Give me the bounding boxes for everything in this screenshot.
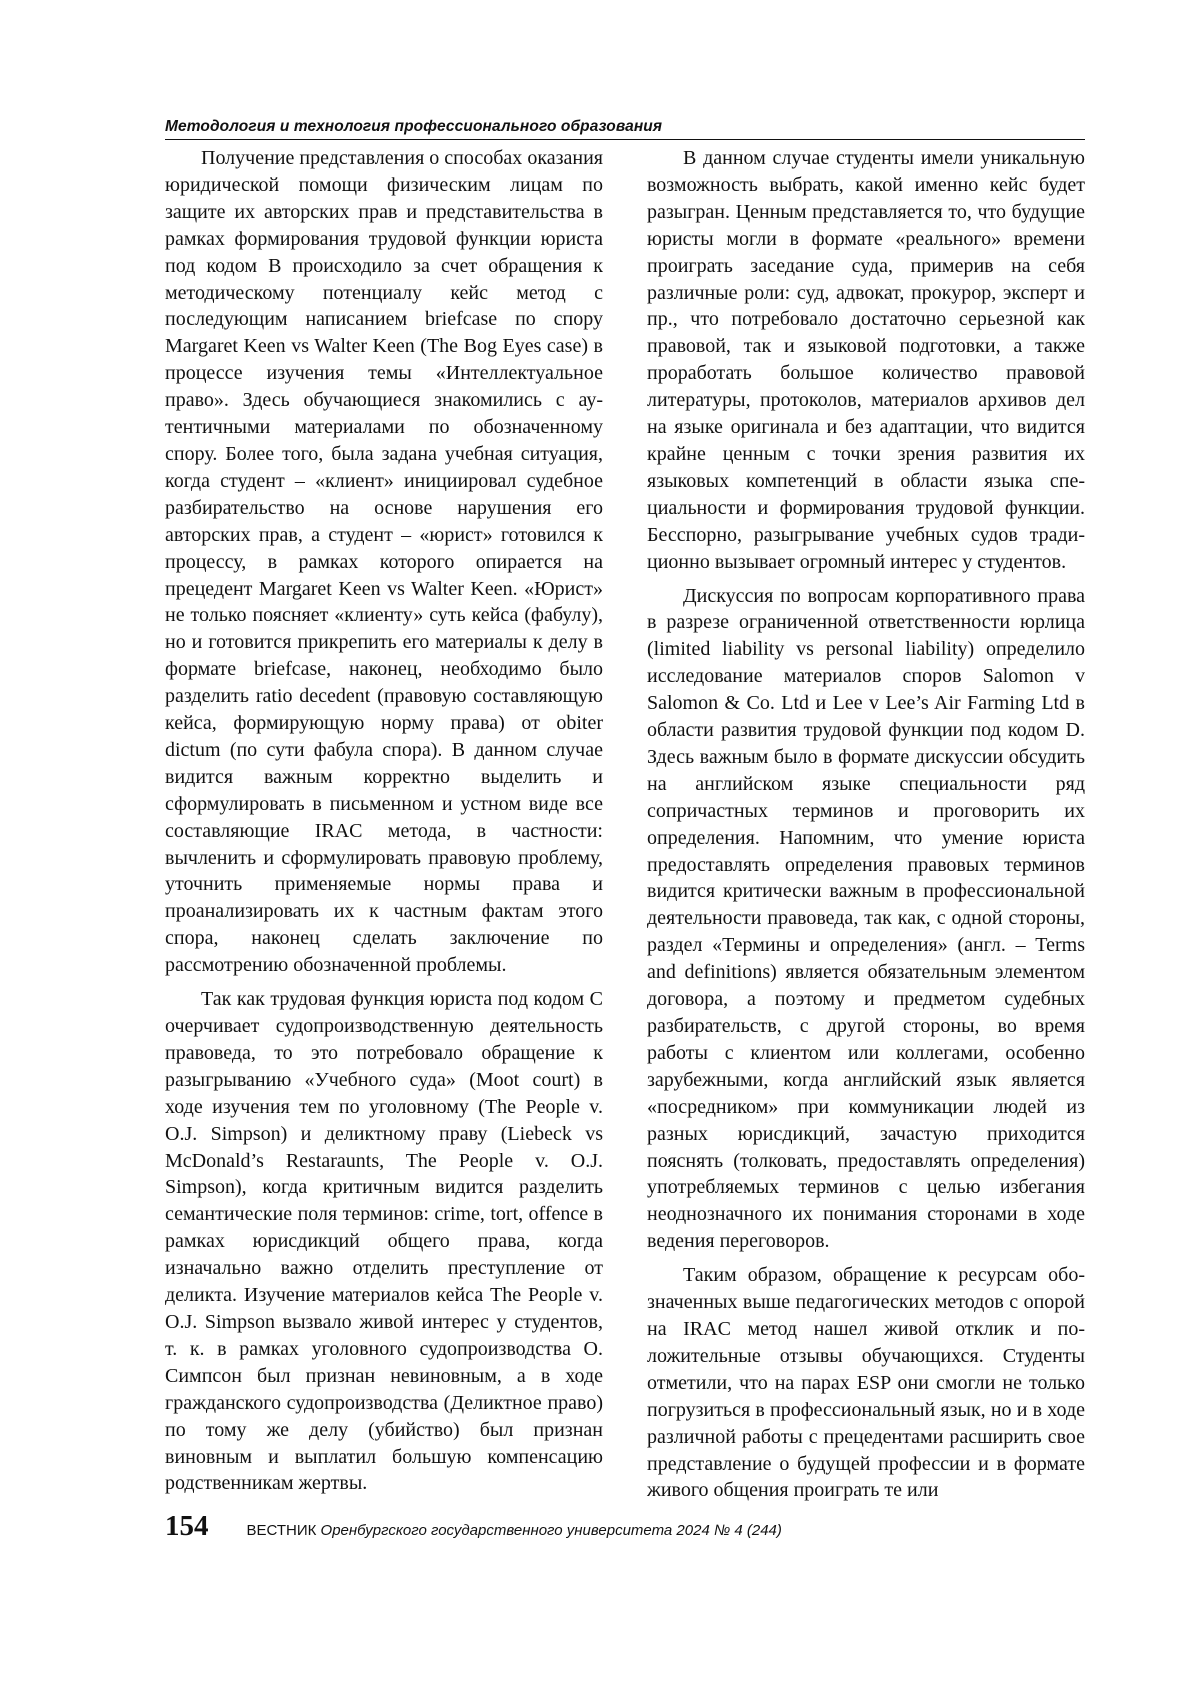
body-paragraph: В данном случае студенты имели уникальную возможность выбрать, какой именно кейс будет разыгран. Ценным представляется то, что будущие юристы могли в формате «реального» времени проиграть заседание суда, примерив на себя различные роли: суд, адвокат, прокурор, эксперт и пр., что потребовало достаточно серьезной как правовой, так и языковой подготовки, а также проработать большое количество правовой литературы, протоколов, материалов архивов дел на языке оригинала и без адаптации, что видится крайне ценным с точки зрения развития их языковых компетенций в области языка специальности и формирования трудовой функции. Бесспорно, разыгрывание учебных судов традиционно вызывает огромный интерес у студентов.	[647, 147, 1085, 573]
page-footer	[165, 1510, 1085, 1542]
body-paragraph: Таким образом, обращение к ресурсам обозначенных выше педагогических методов с опорой на IRAC метод нашел живой отклик и положительные отзывы обучающихся. Студенты отметили, что на парах ESP они смогли не только погрузиться в профессиональный язык, но и в ходе различной работы с прецедентами расширить свое представление о будущей профессии и в формате живого общения проиграть те или	[647, 1264, 1085, 1502]
left-column	[165, 145, 603, 1495]
journal-citation	[247, 1522, 782, 1539]
journal-issue: Оренбургского государственного университета 2024 № 4 (244)	[320, 1522, 782, 1539]
page-number: 154	[165, 1510, 209, 1542]
running-head-section-title: Методология и технология профессионального образования	[165, 117, 1085, 140]
right-column	[647, 145, 1085, 1502]
article-body	[165, 145, 1085, 1502]
body-paragraph: Так как трудовая функция юриста под кодом C очерчивает судопроизводственную деятельность правоведа, то это потребовало обращение к разыгрыванию «Учебного суда» (Moot court) в ходе изучения тем по уголовному (The People v. O.J. Simpson) и деликтному праву (Liebeck vs McDonald’s Restaraunts, The People v. O.J. Simpson), когда критичным видится разделить семантические поля терминов: crime, tort, offence в рамках юрисдикций общего права, когда изначально важно отделить преступление от деликта. Изучение материалов кейса The People v. O.J. Simpson вызвало живой интерес у студентов, т. к. в рамках уголовного судопроизводства О. Симпсон был признан невиновным, а в ходе гражданского судопроизводства (Деликтное право) по тому же делу (убийство) был признан виновным и выплатил большую компенсацию родственникам жертвы.	[165, 988, 603, 1495]
journal-name: ВЕСТНИК	[246, 1522, 321, 1539]
body-paragraph: Дискуссия по вопросам корпоративного права в разрезе ограниченной ответственности юрлица (limited liability vs personal liability) определило исследование материалов споров Salomon v Salomon & Co. Ltd и Lee v Lee’s Air Farming Ltd в области развития трудовой функции под кодом D. Здесь важным было в формате дискуссии обсудить на английском языке специальности ряд сопричастных терминов и проговорить их определения. Напомним, что умение юриста предоставлять определения правовых терминов видится критически важным в профессиональной деятельности правоведа, так как, с одной стороны, раздел «Термины и определения» (англ. – Terms and definitions) является обязательным элементом договора, а поэтому и предметом судебных разбирательств, с другой стороны, во время работы с клиентом или коллегами, особенно зарубежными, когда английский язык является «посредником» при коммуникации людей из разных юрисдикций, зачастую приходится пояснять (толковать, предоставлять определения) употребляемых терминов с целью избегания неоднозначного их понимания сторонами в ходе ведения переговоров.	[647, 584, 1085, 1253]
body-paragraph: Получение представления о способах оказания юридической помощи физическим лицам по защите их авторских прав и представительства в рамках формирования трудовой функции юриста под кодом B происходило за счет обращения к методическому потенциалу кейс метод с последующим написанием briefcase по спору Margaret Keen vs Walter Keen (The Bog Eyes case) в процессе изучения темы «Интеллектуальное право». Здесь обучающиеся знакомились с аутентичными материалами по обозначенному спору. Более того, была задана учебная ситуация, когда студент – «клиент» инициировал судебное разбирательство на основе нарушения его авторских прав, а студент – «юрист» готовился к процессу, в рамках которого опирается на прецедент Margaret Keen vs Walter Keen. «Юрист» не только поясняет «клиенту» суть кейса (фабулу), но и готовится прикрепить его материалы к делу в формате briefcase, наконец, необходимо было разделить ratio decedent (правовую составляющую кейса, формирующую норму права) от obiter dictum (по сути фабула спора). В данном случае видится важным корректно выделить и сформулировать в письменном и устном виде все составляющие IRAC метода, в частности: вычленить и сформулировать правовую проблему, уточнить применяемые нормы права и проанализировать их к частным фактам этого спора, наконец сделать заключение по рассмотрению обозначенной проблемы.	[165, 147, 603, 977]
